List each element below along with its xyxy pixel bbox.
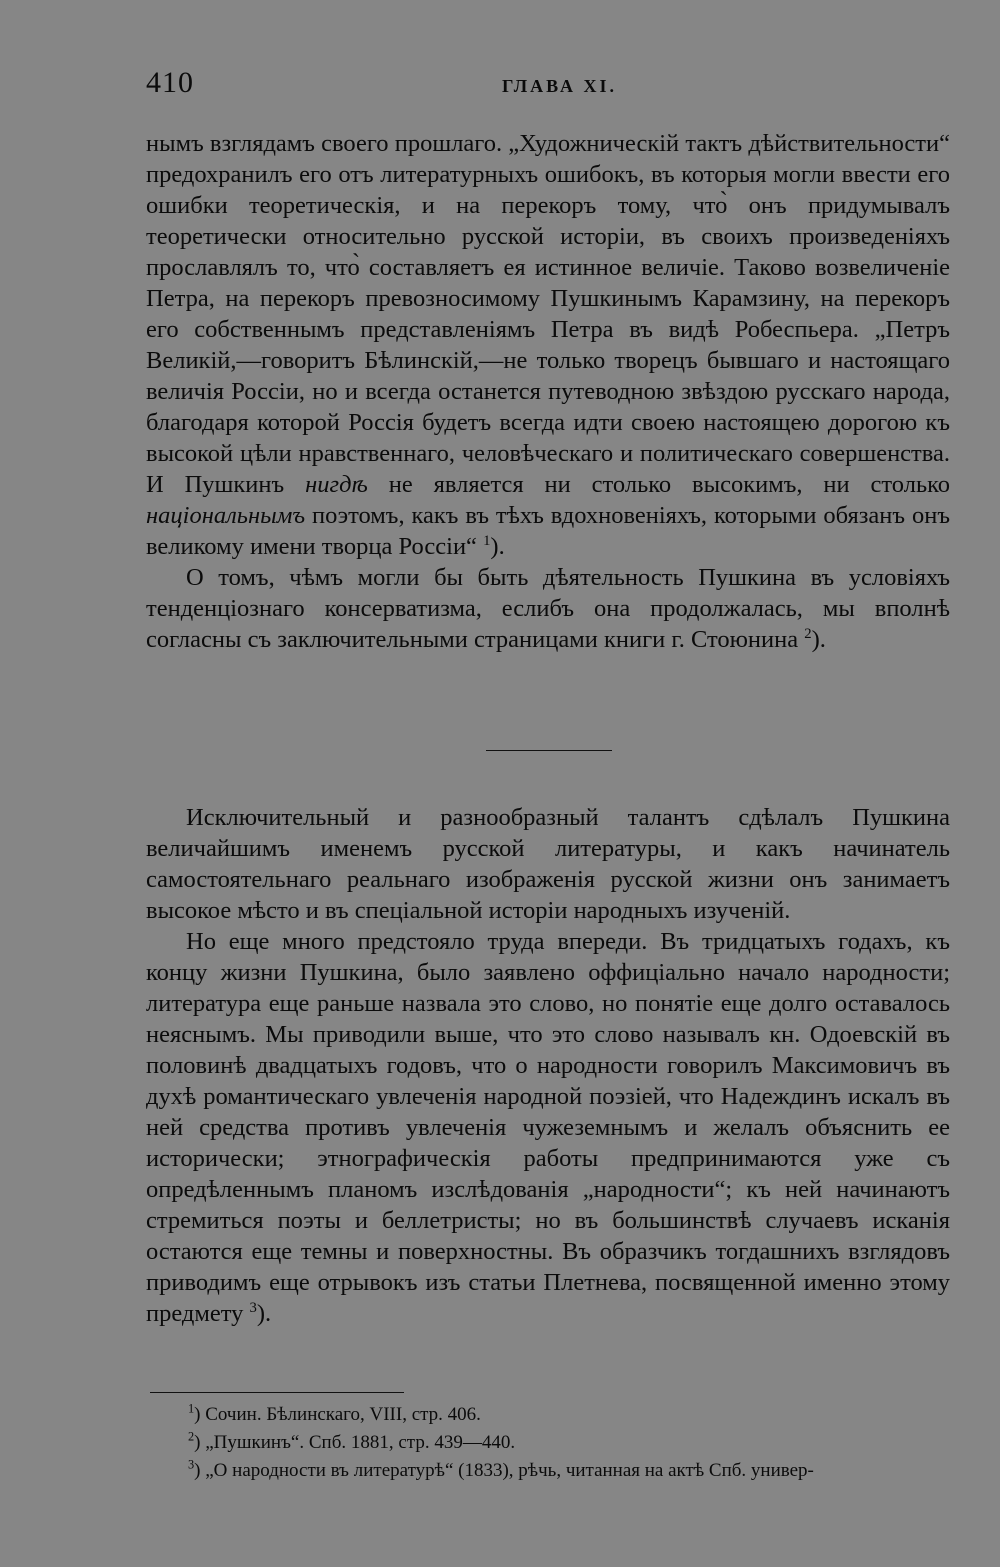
footnote-text: ) „О народности въ литературѣ“ (1833), рѣчь, читанная на актѣ Спб. универ- [194, 1460, 814, 1481]
running-head: ГЛАВА XI. [502, 76, 618, 96]
text-span: не является ни столько высокимъ, ни столько [388, 471, 951, 498]
footnote-item [146, 1401, 950, 1429]
paragraph: Исключительный и разнообразный талантъ сдѣлалъ Пушкина величайшимъ именемъ русской литературы, и какъ начинатель самостоятельнаго реальнаго изображенія русской жизни онъ занимаетъ высокое мѣсто и въ спеціальной исторіи народныхъ изученій. [146, 804, 950, 924]
text-span: ). [811, 626, 826, 653]
page-header [146, 66, 950, 106]
emphasis-text: національнымъ [146, 502, 306, 529]
text-block-lower [146, 802, 950, 1329]
text-span: ). [490, 533, 505, 560]
footnote-rule [150, 1392, 404, 1393]
text-span: ). [256, 1300, 272, 1327]
footnote-text: ) Сочин. Бѣлинскаго, VIII, стр. 406. [194, 1404, 481, 1425]
footnote-ref: 3 [249, 1299, 257, 1316]
footnote-ref: 2 [804, 625, 812, 642]
footnote-mark: 1 [188, 1401, 195, 1416]
footnote-ref: 1 [483, 532, 491, 549]
text-span: нымъ взглядамъ своего прошлаго. „Художническій тактъ дѣйствительности“ предохранилъ его отъ литературныхъ ошибокъ, въ которыя могли ввести его ошибки теоретическія, и на перекоръ тому, что̀ онъ придумывалъ теоретически относительно русской исторіи, въ своихъ произведеніяхъ прославлялъ то, что̀ составляетъ ея истинное величіе. Таково возвеличеніе Петра, на перекоръ превозносимому Пушкинымъ Карамзину, на перекоръ его собственнымъ представленіямъ Петра въ видѣ Робеспьера. „Петръ Великій,—говоритъ Бѣлинскій,—не только творецъ бывшаго и настоящаго величія Россіи, но и всегда останется путеводною звѣздою русскаго народа, благодаря которой Россія будетъ всегда идти своею настоящею дорогою къ высокой цѣли нравственнаго, человѣческаго и политическаго совершенства. И Пушкинъ [146, 130, 950, 498]
footnotes [146, 1401, 950, 1485]
footnote-item [146, 1429, 950, 1457]
footnote-item [146, 1457, 950, 1485]
text-span: О томъ, чѣмъ могли бы быть дѣятельность Пушкина въ условіяхъ тенденціознаго консерватизма, еслибъ она продолжалась, мы вполнѣ согласны съ заключительными страницами книги г. Стоюнина [146, 564, 950, 653]
text-block-upper [146, 128, 950, 655]
section-separator [486, 750, 612, 751]
paragraph [146, 926, 950, 1329]
text-span: поэтомъ, какъ въ тѣхъ вдохновеніяхъ, которыми обязанъ онъ великому имени творца Россіи“ [146, 502, 951, 560]
paragraph [146, 562, 950, 655]
footnote-mark: 3 [188, 1457, 195, 1472]
footnote-text: ) „Пушкинъ“. Спб. 1881, стр. 439—440. [194, 1432, 516, 1453]
text-span: Но еще много предстояло труда впереди. Въ тридцатыхъ годахъ, къ концу жизни Пушкина, было заявлено оффиціально начало народности; литература еще раньше назвала это слово, но понятіе еще долго оставалось неяснымъ. Мы приводили выше, что это слово называлъ кн. Одоевскій въ половинѣ двадцатыхъ годовъ, что о народности говорилъ Максимовичъ въ духѣ романтическаго увлеченія народной поэзіей, что Надеждинъ искалъ въ ней средства противъ увлеченія чужеземнымъ и желалъ объяснить ее исторически; этнографическія работы предпринимаются уже съ опредѣленнымъ планомъ изслѣдованія „народности“; къ ней начинаютъ стремиться поэты и беллетристы; но въ большинствѣ случаевъ исканія остаются еще темны и поверхностны. Въ образчикъ тогдашнихъ взглядовъ приводимъ еще отрывокъ изъ статьи Плетнева, посвященной именно этому предмету [146, 928, 950, 1327]
page-number: 410 [146, 66, 194, 99]
footnote-mark: 2 [188, 1429, 195, 1444]
paragraph-continued [146, 128, 950, 562]
emphasis-text: нигдѣ [305, 471, 368, 498]
